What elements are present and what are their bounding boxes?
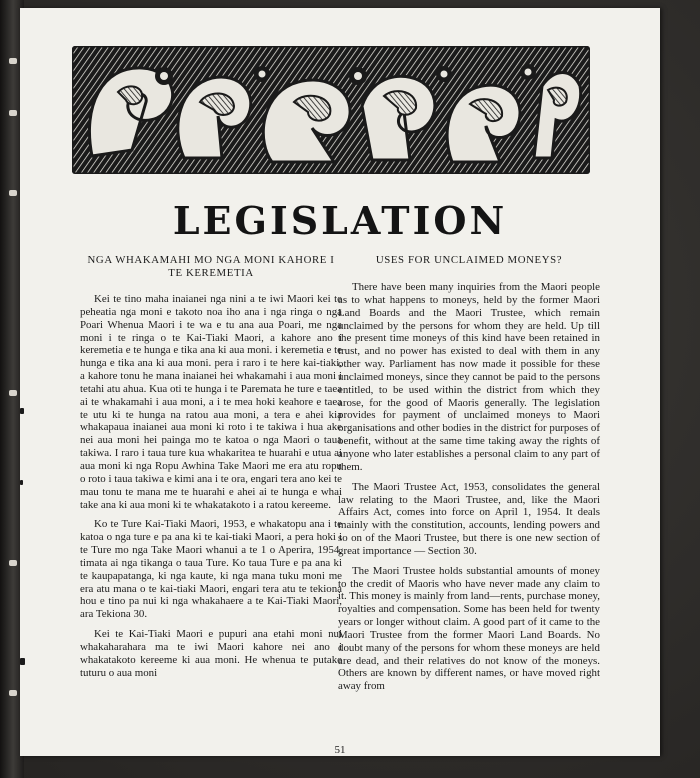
english-paragraph: There have been many inquiries from the Maori people as to what happens to moneys, held by the former Maori Land Boards and the Maori Trustee, which remain unclaimed by the persons for whom they are held. Up till the present time moneys of this kind have been retained in trust, and no power has existed to deal with them in any other way. Parliament has now made it possible for these unclaimed moneys, since they cannot be paid to the persons entitled, to be used within the district from which they arose, for the good of Maoris generally. The legislation provides for payment of unclaimed moneys to Maori organisations and other bodies in the district for purposes of benefit, without at the same time taking away the rights of anyone who later establishes a personal claim to any part of them. <box>338 281 600 473</box>
carved-header-illustration <box>72 46 590 174</box>
maori-paragraph: Kei te Kai-Tiaki Maori e pupuri ana etahi moni nui whakaharahara ma te iwi Maori kahore nei ano i whakatakoto kereeme ki aua moni. He whenua te putake tuturu o aua moni <box>80 628 342 679</box>
binding-stitch <box>9 690 17 696</box>
binding-stitch <box>9 58 17 64</box>
magazine-page <box>20 8 660 756</box>
english-paragraph: The Maori Trustee Act, 1953, consolidates the general law relating to the Maori Trustee, and, like the Maori Affairs Act, comes into force on April 1, 1954. It deals mainly with the constitution, accounts, lending powers and so on of the Maori Trustee, but there is one new section of great importance — Section 30. <box>338 480 600 557</box>
margin-mark <box>20 408 24 414</box>
kowhaiwhai-carving-icon <box>72 46 590 174</box>
english-paragraph: The Maori Trustee holds substantial amounts of money to the credit of Maoris who have never made any claim to it. This money is mainly from land—rents, purchase money, royalties and compensation. Some has been held for twenty years or longer without claim. A good part of it came to the Maori Trustee from the former Maori Land Boards. No doubt many of the persons for whom these moneys are held are dead, and their relatives do not know of the moneys. Others are known by different names, or have moved right away from <box>338 564 600 693</box>
binding-stitch <box>9 190 17 196</box>
maori-column-heading: NGA WHAKAMAHI MO NGA MONI KAHORE I TE KEREMETIA <box>87 254 335 279</box>
english-language-column <box>338 254 600 700</box>
binding-stitch <box>9 390 17 396</box>
maori-paragraph: Kei te tino maha inaianei nga nini a te iwi Maori kei te peheatia nga moni e takoto noa iho ana i nga ringa o nga Poari Whenua Maori i te wa e tu ana aua Poari, me nga moni i te ringa o te Kai-Tiaki Maori, a kahore ano i keremetia e te hunga e tika ana ki aua moni. i keremetia e te hunga e tika ana ki aua moni. pera i raro i te here kai-tiaki, a kahore tonu he mana inaianei hei whakamahi i aua moni i tetahi atu ahua. Kua oti te hunga i te Paremata he ture e taea ai te whakamahi i aua moni, a i te mea hoki keahore e taea te utu ki te hunga na ratou aua moni, a tera e ahei kia whakapaua inaianei aua moni ki roto i te takiwa i hua ake nei aua moni hei painga mo te katoa o nga Maori o taua takiwa. I raro i taua ture kua whakaritea te huarahi e utua ai aua moni ki nga Ropu Awhina Take Maori me era atu ropu o roto i taua takiwa e kimi ana i te ora, engari tera ano kei te mau tonu te mana me te huarahi e ahei ai te hunga e whai take ana ki aua moni ki te whakatakoto i a ratou kereeme. <box>80 293 342 511</box>
binding-stitch <box>9 560 17 566</box>
maori-paragraph: Ko te Ture Kai-Tiaki Maori, 1953, e whakatopu ana i te katoa o nga ture e pa ana ki te kai-tiaki Maori, a pera hoki i te Ture mo nga Take Maori whanui a te 1 o Aperira, 1954, timata ai nga tikanga o taua Ture. Ko taua Ture e pa ana ki te kaupapatanga, ki nga kaute, ki nga mana tuku moni me era atu mana o te kai-tiaki Maori, engari tera atu te tekiona hou e tino pa nui ki nga whakahaere a te Kai-Tiaki Maori, ara Tekiona 30. <box>80 518 342 621</box>
margin-mark <box>20 658 25 665</box>
english-column-heading: USES FOR UNCLAIMED MONEYS? <box>375 254 563 266</box>
page-number: 51 <box>334 744 346 756</box>
margin-mark <box>20 480 23 485</box>
maori-language-column <box>80 254 342 686</box>
page-title: LEGISLATION <box>172 198 508 243</box>
binding-stitch <box>9 110 17 116</box>
